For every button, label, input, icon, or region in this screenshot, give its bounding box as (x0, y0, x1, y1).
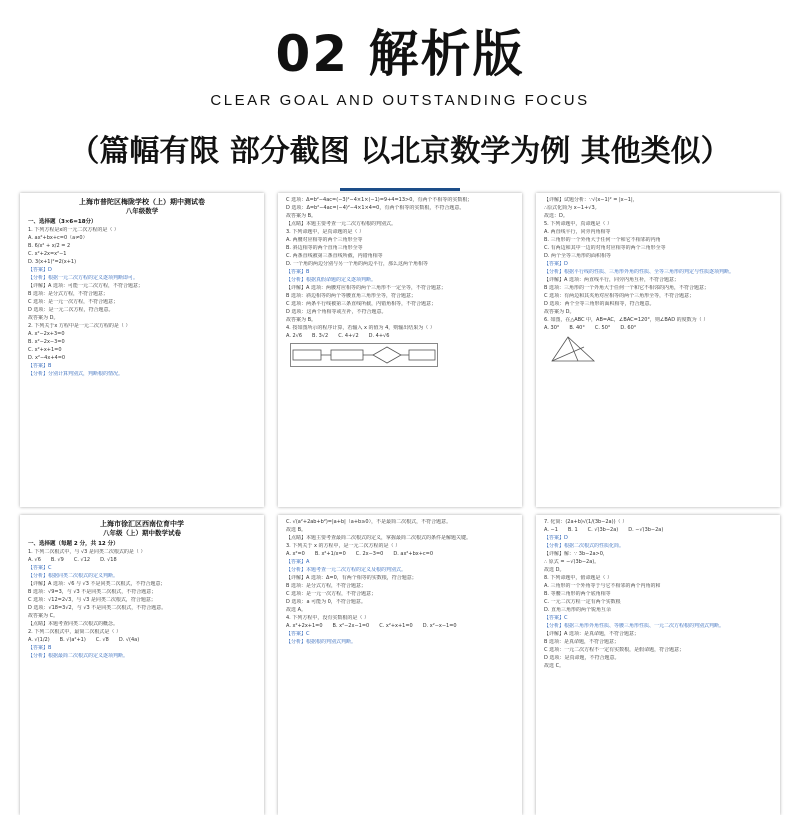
page-text-line: D. 直角三角形的两个锐角互余 (544, 607, 612, 613)
page-text-line: D 选项：Δ=b²−4ac=(−4)²−4×1×4=0，有两个相等的实数根，不符合题意。 (286, 205, 465, 211)
page-text-line: 6. 如图，在△ABC 中，AB=AC，∠BAC=120°，则∠BAD 的度数为（ ） (544, 317, 709, 323)
page-text-line: 【答案】D (544, 261, 568, 267)
page-text-line: 【分析】根据一元二次方程的定义逐项判断即可。 (28, 275, 139, 281)
exam-page-5 (278, 515, 522, 815)
page-text-line: 4. 下列方程中，没有实数根的是（ ） (286, 615, 369, 621)
page-text-line: B. x²−2x−3=0 (28, 339, 65, 345)
page-text-line: A. √(1/2) B. √(a²+1) C. √8 D. √(4a) (28, 637, 140, 643)
page-grade-title: 八年级数学 (125, 207, 159, 215)
exam-page-4 (20, 515, 264, 815)
page-text-line: C 选项：是一元一次方程，不符合题意； (28, 299, 119, 305)
page-text-line: 1. 下列方程是x的一元二次方程的是（ ） (28, 227, 119, 233)
page-text-line: C 选项：有两边和其夹角对应相等的两个三角形全等，不符合题意； (544, 293, 695, 299)
page-school-title: 上海市普陀区梅陇学校（上）期中测试卷 (79, 198, 205, 206)
page-text-line: C. x²+x+1=0 (28, 347, 62, 353)
triangle-figure (548, 335, 598, 363)
page-text-line: 8. 下列命题中，假命题是（ ） (544, 575, 612, 581)
exam-page-1 (20, 193, 264, 507)
page-text-line: 【分析】根据平行线的性质、三角形外角的性质、全等三角形的判定与性质逐项判断。 (544, 269, 735, 275)
page-text-line: D 选项：两个全等三角形的面积相等，符合题意。 (544, 301, 655, 307)
page-text-line: A. 两直线平行，同旁内角相等 (544, 229, 611, 235)
page-text-line: 【详解】A 选项：两直线平行，同旁内角互补，不符合题意； (544, 277, 680, 283)
page-text-line: 【答案】D (28, 267, 52, 273)
page-text-line: 【答案】B (28, 363, 52, 369)
page-section-heading: 一、选择题（3×6=18分） (28, 219, 97, 225)
page-text-line: A. 2√6 B. 3√2 C. 4+√2 D. 4+√6 (286, 333, 390, 339)
page-text-line: A. x²=0 B. x²+1/x=0 C. 2x−3=0 D. ax²+bx+c=0 (286, 551, 434, 557)
page-text-line: 3. 下列命题中，是真命题的是（ ） (286, 229, 364, 235)
hero-title: 02 解析版 (275, 25, 525, 83)
page-text-line: A. 30° B. 40° C. 50° D. 60° (544, 325, 637, 331)
page-section-heading: 一、选择题（每题 2 分，共 12 分） (28, 541, 119, 547)
page-text-line: 【详解】A 选项：两腰对应相等的两个三角形不一定全等，不符合题意； (286, 285, 447, 291)
page-text-line: 【分析】根据同类二次根式的定义判断。 (28, 573, 119, 579)
page-text-line: 【答案】B (286, 269, 310, 275)
page-text-line: 【答案】C (544, 615, 568, 621)
page-text-line: 故选 C。 (544, 663, 565, 669)
page-body (536, 519, 780, 670)
page-text-line: 故答案为 D。 (544, 309, 575, 315)
page-text-line: 3. 下列关于 x 的方程中，是一元二次方程的是（ ） (286, 543, 401, 549)
page-text-line: 【详解】A 选项：可能一元二次方程，不符合题意； (28, 283, 144, 289)
hero-subtitle: CLEAR GOAL AND OUTSTANDING FOCUS (210, 92, 590, 109)
page-text-line: D. 一个角的两边分别与另一个角的两边平行，那么这两个角相等 (286, 261, 429, 267)
page-body (20, 549, 264, 660)
page-text-line: 5. 下列命题中，真命题是（ ） (544, 221, 612, 227)
page-text-line: ∴原式化简为 x−1+√3。 (544, 205, 600, 211)
page-text-line: C. x²+2x=x²−1 (28, 251, 67, 257)
exam-page-3 (536, 193, 780, 507)
page-text-line: B 选项：是真命题，不符合题意； (544, 639, 620, 645)
page-text-line: 故选：D。 (544, 213, 568, 219)
page-text-line: 【答案】C (286, 631, 310, 637)
page-text-line: 【详解】试题分析：∵√(x−1)² = |x−1|， (544, 197, 638, 203)
page-text-line: 【答案】B (28, 645, 52, 651)
page-text-line: 1. 下列二次根式中，与 √3 是同类二次根式的是（ ） (28, 549, 146, 555)
page-text-line: C. 一元二次方程一定有两个实数根 (544, 599, 621, 605)
page-text-line: D 选项：√18=3√2，与 √3 不是同类二次根式，不符合题意。 (28, 605, 167, 611)
page-text-line: B 选项：是分式方程，不符合题意； (28, 291, 109, 297)
page-grade-title: 八年级（上）期中数学试卷 (103, 529, 181, 537)
page-text-line: 故答案为 D。 (28, 315, 59, 321)
page-text-line: 【点睛】本题主要考查最简二次根式的定义，掌握最简二次根式的条件是解题关键。 (286, 535, 472, 541)
page-text-line: 【分析】分别计算判别式，判断根的情况。 (28, 371, 124, 377)
page-text-line: B. 等腰三角形的两个底角相等 (544, 591, 611, 597)
page-text-line: 【分析】本题考查一元二次方程的定义及根的判别式。 (286, 567, 407, 573)
page-text-line: B 选项：√9=3，与 √3 不是同类二次根式，不符合题意； (28, 589, 157, 595)
page-text-line: A. ax²+bx+c=0（a≠0） (28, 235, 88, 241)
page-text-line: D 选项：是一元二次方程，符合题意。 (28, 307, 114, 313)
page-text-line: 2. 下列关于x 方程中是一元二次方程的是（ ） (28, 323, 131, 329)
page-text-line: 【答案】A (286, 559, 310, 565)
flowchart-figure (290, 343, 438, 367)
page-text-line: D 选项：a 可能为 0，不符合题意。 (286, 599, 366, 605)
page-text-line: 【详解】A 选项：是真命题，不符合题意； (544, 631, 640, 637)
exam-page-6 (536, 515, 780, 815)
page-text-line: B 选项：是分式方程，不符合题意； (286, 583, 367, 589)
page-text-line: 【分析】根据三角形外角性质、等腰三角形性质、一元二次方程根的判别式判断。 (544, 623, 725, 629)
page-text-line: A. x²−2x+3=0 (28, 331, 65, 337)
page-text-line: 故选 A。 (286, 607, 307, 613)
page-text-line: C. 有两边和其中一边的对角对应相等的两个三角形全等 (544, 245, 666, 251)
page-text-line: B. 三角形的一个外角大于任何一个和它不相邻的内角 (544, 237, 661, 243)
page-text-line: D 选项：这两个角相等或互补，不符合题意。 (286, 309, 387, 315)
page-text-line: D. x²−4x+4=0 (28, 355, 66, 361)
page-text-line: 【详解】A 选项：Δ=0，有两个相等的实数根，符合题意； (286, 575, 417, 581)
page-text-line: 4. 按如图所示的程序计算，若输入 x 的值为 4，则输出结果为（ ） (286, 325, 435, 331)
page-text-line: 【点睛】本题考查同类二次根式的概念。 (28, 621, 119, 627)
page-text-line: C 选项：是一元一次方程，不符合题意； (286, 591, 377, 597)
page-text-line: 7. 化简：(2a+b)√(1/(3b−2a))（ ） (544, 519, 628, 525)
exam-page-grid (14, 193, 786, 800)
page-text-line: A. 两腰对应相等的两个三角形全等 (286, 237, 363, 243)
page-text-line: A. x²+2x+1=0 B. x²−2x−1=0 C. x²+x+1=0 D. x²−x−1=0 (286, 623, 457, 629)
page-text-line: 【答案】D (544, 535, 568, 541)
page-body (278, 519, 522, 646)
page-text-line: C. 两条直线被第三条直线所截，内错角相等 (286, 253, 383, 259)
page-text-line: 【答案】C (28, 565, 52, 571)
page-text-line: D. 两个全等三角形的面积相等 (544, 253, 612, 259)
page-body (20, 227, 264, 378)
page-text-line: 【点睛】本题主要考查一元二次方程根的判别式。 (286, 221, 397, 227)
page-text-line: A. −1 B. 1 C. √(3b−2a) D. −√(3b−2a) (544, 527, 664, 533)
page-body (278, 197, 522, 340)
page-text-line: D 选项：是真命题，不符合题意。 (544, 655, 620, 661)
page-text-line: C. √(a²+2ab+b²)=|a+b|（a+b≥0），不是最简二次根式，不符合题意。 (286, 519, 452, 525)
page-text-line: C 选项：一元二次方程不一定有实数根，是假命题，符合题意； (544, 647, 685, 653)
page-text-line: C 选项：两条平行线被第三条直线所截，内错角相等，不符合题意； (286, 301, 437, 307)
exam-page-2 (278, 193, 522, 507)
page-text-line: 故答案为 B。 (286, 317, 317, 323)
page-school-title: 上海市徐汇区西南位育中学 (100, 520, 184, 528)
page-text-line: 故选 B。 (286, 527, 307, 533)
page-text-line: 【详解】解：∵ 3b−2a>0， (544, 551, 608, 557)
hero-note: （篇幅有限 部分截图 以北京数学为例 其他类似） (69, 134, 731, 169)
accent-divider (340, 188, 460, 191)
page-text-line: B 选项：斜边相等的两个等腰直角三角形全等，符合题意； (286, 293, 417, 299)
page-text-line: 2. 下列二次根式中，最简二次根式是（ ） (28, 629, 121, 635)
page-text-line: A. √6 B. √9 C. √12 D. √18 (28, 557, 117, 563)
page-text-line: A. 三角形的一个外角等于与它不相邻的两个内角的和 (544, 583, 661, 589)
page-text-line: D. 3(x+1)²=2(x+1) (28, 259, 77, 265)
page-text-line: C 选项：√12=2√3，与 √3 是同类二次根式，符合题意； (28, 597, 156, 603)
page-text-line: ∴ 原式 = −√(3b−2a)。 (544, 559, 600, 565)
page-text-line: C 选项：Δ=b²−4ac=(−3)²−4×1×(−1)=9+4=13>0，有两个不相等的实数根； (286, 197, 473, 203)
page-body (536, 197, 780, 332)
page-text-line: 【详解】A 选项：√6 与 √3 不是同类二次根式，不符合题意； (28, 581, 166, 587)
page-text-line: B. 斜边相等的两个直角三角形全等 (286, 245, 363, 251)
page-text-line: 【分析】根据真假命题的定义逐项判断。 (286, 277, 377, 283)
page-text-line: 【分析】根据根的判别式判断。 (286, 639, 357, 645)
page-text-line: 【分析】根据最简二次根式的定义逐项判断。 (28, 653, 129, 659)
page-text-line: 故答案为 C。 (28, 613, 59, 619)
page-text-line: 故选 D。 (544, 567, 565, 573)
page-text-line: 【分析】根据二次根式的性质化简。 (544, 543, 625, 549)
page-text-line: B 选项：三角形的一个外角大于任何一个和它不相邻的内角，不符合题意； (544, 285, 710, 291)
page-text-line: 故答案为 B。 (286, 213, 317, 219)
page-text-line: B. 6/x² + x/2 = 2 (28, 243, 71, 249)
